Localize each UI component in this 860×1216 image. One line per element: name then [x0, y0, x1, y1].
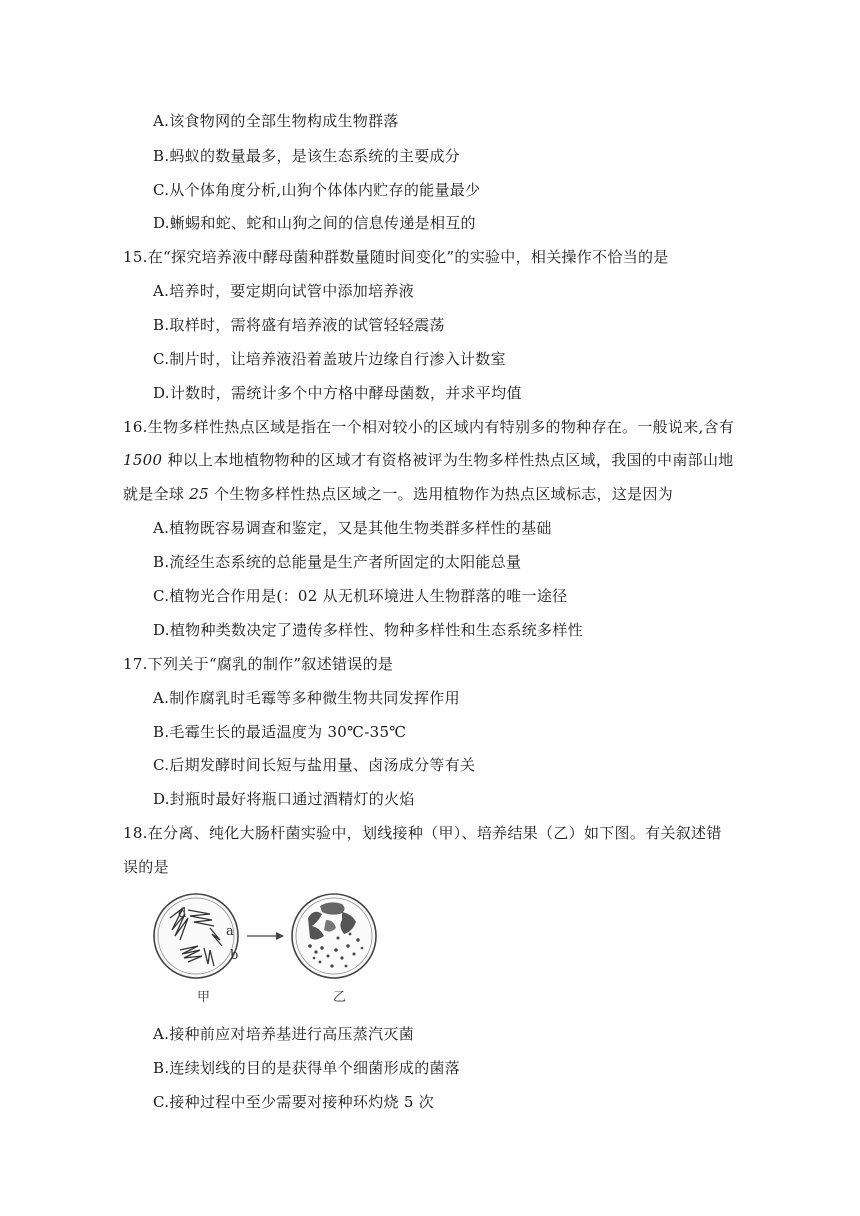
q16-stem-line1: 16.生物多样性热点区域是指在一个相对较小的区域内有特别多的物种存在。一般说来,含有 — [123, 418, 735, 436]
q14-option-b: B.蚂蚁的数量最多，是该生态系统的主要成分 — [153, 147, 461, 165]
q14-option-c: C.从个体角度分析,山狗个体体内贮存的能量最少 — [153, 181, 481, 199]
q18-stem-line1: 18.在分离、纯化大肠杆菌实验中，划线接种（甲）、培养结果（乙）如下图。有关叙述错 — [123, 824, 722, 842]
q16-stem-line2-text: 种以上本地植物物种的区域才有资格被评为生物多样性热点区域，我国的中南部山地 — [162, 451, 734, 469]
q16-number-25: 25 — [189, 485, 209, 503]
q16-number-1500: 1500 — [123, 451, 163, 469]
q16-stem-line3-pre: 就是全球 — [123, 485, 190, 503]
q15-stem: 15.在“探究培养液中酵母菌种群数量随时间变化”的实验中，相关操作不恰当的是 — [123, 248, 669, 266]
q15-option-b: B.取样时，需将盛有培养液的试管轻轻震荡 — [153, 316, 445, 334]
q15-option-c: C.制片时，让培养液沿着盖玻片边缘自行渗入计数室 — [153, 350, 506, 368]
q17-option-d: D.封瓶时最好将瓶口通过酒精灯的火焰 — [153, 790, 415, 808]
q17-option-b: B.毛霉生长的最适温度为 30℃-35℃ — [153, 723, 407, 741]
q16-stem-line3 — [123, 484, 673, 504]
q17-stem: 17.下列关于“腐乳的制作”叙述错误的是 — [123, 655, 394, 673]
streak-mark-d: d — [178, 906, 187, 921]
q14-option-d: D.蜥蜴和蛇、蛇和山狗之间的信息传递是相互的 — [153, 214, 476, 232]
petri-dish-yi — [292, 894, 376, 978]
q16-option-b: B.流经生态系统的总能量是生产者所固定的太阳能总量 — [153, 553, 522, 571]
q15-option-d: D.计数时，需统计多个中方格中酵母菌数，并求平均值 — [153, 384, 522, 402]
q16-option-d: D.植物种类数决定了遗传多样性、物种多样性和生态系统多样性 — [153, 621, 583, 639]
q18-option-b: B.连续划线的目的是获得单个细菌形成的菌落 — [153, 1059, 461, 1077]
streak-plate-diagram — [150, 888, 400, 1010]
q18-stem-line2: 误的是 — [123, 858, 169, 876]
q18-option-a: A.接种前应对培养基进行高压蒸汽灭菌 — [153, 1025, 415, 1043]
q15-option-a: A.培养时，要定期向试管中添加培养液 — [153, 282, 415, 300]
q16-option-a: A.植物既容易调查和鉴定，又是其他生物类群多样性的基础 — [153, 519, 552, 537]
q17-option-a: A.制作腐乳时毛霉等多种微生物共同发挥作用 — [153, 689, 460, 707]
streak-mark-a: a — [226, 924, 234, 939]
q16-stem-line3-text: 个生物多样性热点区域之一。选用植物作为热点区域标志，这是因为 — [208, 485, 674, 503]
q16-stem-line2 — [123, 450, 734, 470]
figure-label-yi: 乙 — [333, 990, 347, 1005]
q17-option-c: C.后期发酵时间长短与盐用量、卤汤成分等有关 — [153, 756, 476, 774]
streak-plate-figure — [150, 888, 400, 1010]
q16-option-c: C.植物光合作用是(：02 从无机环境进人生物群落的唯一途径 — [153, 587, 568, 605]
q18-option-c: C.接种过程中至少需要对接种环灼烧 5 次 — [153, 1093, 435, 1111]
q14-option-a: A.该食物网的全部生物构成生物群落 — [153, 112, 399, 130]
figure-label-jia: 甲 — [197, 990, 211, 1005]
arrow-icon — [247, 932, 284, 940]
streak-mark-b: b — [230, 948, 239, 963]
